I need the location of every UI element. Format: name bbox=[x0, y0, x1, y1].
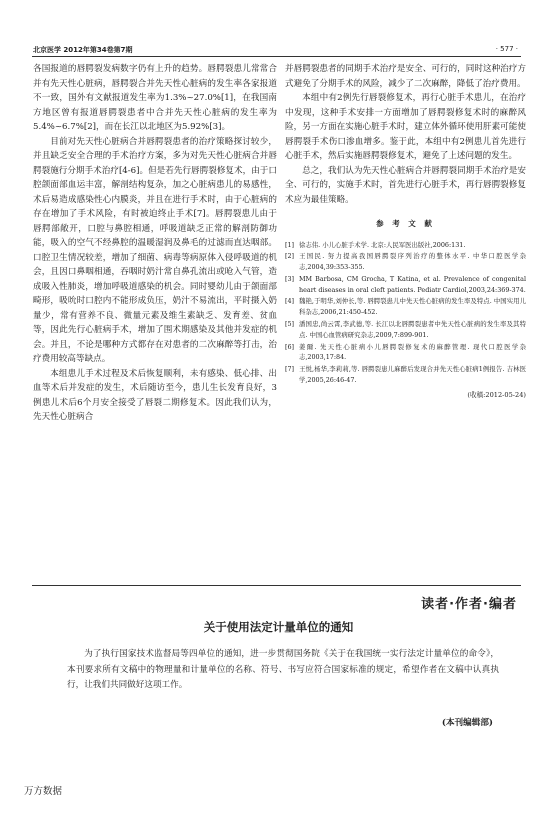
body-paragraph: 本组中有2例先行唇裂修复术，再行心脏手术患儿，在治疗中发现，这种手术安排一方面增加了唇腭裂修复术时的麻醉风险，另一方面在实施心脏手术时，建立体外循环使用肝素可能使唇腭裂手术伤口渗血增多。鉴于此，本组中有2例患儿首先进行心脏手术，然后实施唇腭裂修复术，避免了上述问题的发生。 bbox=[285, 93, 526, 161]
reference-item bbox=[285, 319, 526, 341]
reference-number: [1] bbox=[285, 240, 295, 249]
body-paragraph: 目前对先天性心脏病合并唇腭裂患者的治疗策略探讨较少，并且缺乏安全合理的手术治疗方案，多为对先天性心脏病合并唇腭裂施行分期手术治疗[4-6]。但是若先行唇腭裂修复术，由于口腔颌面部血运丰富，解剖结构复杂，加之心脏病患儿的易感性，术后易造成感染性心内膜炎，并且在进行手术时，由于心脏病的存在增加了手术风险，有时被迫终止手术[7]。唇腭裂患儿由于唇腭部敞开，口腔与鼻腔相通，呼吸道缺乏正常的解剖防御功能，吸入的空气不经鼻腔的温暖湿润及鼻毛的过滤而直达咽部。口腔卫生情况较差，增加了细菌、病毒等病原体入侵呼吸道的机会，且因口鼻咽相通，吞咽时奶汁常自鼻孔流出或呛入气管，造成吸入性肺炎，增加呼吸道感染的机会。同时婴幼儿由于颌面部畸形，吸吮时口腔内不能形成负压，奶汁不易流出，平时摄入奶量少，常有营养不良、微量元素及维生素缺乏、发育差、贫血等，因此先行心脏病手术，增加了围术期感染及其他并发症的机会。并且，不论是哪种方式都存在对患者的二次麻醉等打击，治疗费用较高等缺点。 bbox=[33, 136, 277, 364]
reference-number: [3] bbox=[285, 274, 295, 283]
reference-item bbox=[285, 274, 526, 296]
references-title: 参 考 文 献 bbox=[376, 219, 435, 228]
reference-item bbox=[285, 240, 526, 251]
reference-number: [6] bbox=[285, 342, 295, 351]
reference-item bbox=[285, 364, 526, 386]
notice-body bbox=[67, 647, 499, 694]
notice-signature: (本刊编辑部) bbox=[441, 718, 493, 728]
section-label: 读者·作者·编者 bbox=[421, 597, 517, 612]
right-column bbox=[285, 62, 526, 402]
body-paragraph: 本组患儿手术过程及术后恢复顺利，未有感染、低心排、出血等术后并发症的发生，术后随访至今，患儿生长发育良好，3例患儿术后6个月安全接受了唇裂二期修复术。因此我们认为，先天性心脏病合 bbox=[33, 368, 277, 422]
body-paragraph: 并唇腭裂患者的同期手术治疗是安全、可行的，同时这种治疗方式避免了分期手术的风险，减少了二次麻醉，降低了治疗费用。 bbox=[285, 64, 526, 89]
header-rule bbox=[32, 56, 521, 57]
reference-item bbox=[285, 251, 526, 273]
watermark: 万方数据 bbox=[24, 786, 63, 797]
reference-number: [7] bbox=[285, 365, 295, 374]
reference-item bbox=[285, 342, 526, 364]
notice-title: 关于使用法定计量单位的通知 bbox=[203, 620, 354, 634]
body-paragraph: 总之，我们认为先天性心脏病合并唇腭裂同期手术治疗是安全、可行的，实施手术时，首先进行心脏手术，再行唇腭裂修复术应为最佳策略。 bbox=[285, 165, 526, 205]
reference-text: 王悦,杨华,李莉莉,等. 唇腭裂患儿麻醉后发现合并先天性心脏病1例报告. 吉林医学,2005,26:46-47. bbox=[299, 365, 526, 385]
reference-text: 魏艳,于明华,刘仲长,等. 唇腭裂患儿中先天性心脏病的发生率及特点. 中国实用儿科杂志,2006,21:450-452. bbox=[299, 297, 526, 317]
reference-number: [4] bbox=[285, 297, 295, 306]
reference-text: 姜爾. 先天性心脏病小儿唇腭裂修复术的麻醉管理. 现代口腔医学杂志,2003,17:84. bbox=[299, 342, 526, 362]
left-column bbox=[33, 62, 277, 552]
reference-number: [5] bbox=[285, 320, 295, 329]
reference-text: 潘国忠,尚云霄,李武德,等. 长江以北唇腭裂患者中先天性心脏病的发生率及其特点. 中国心血管病研究杂志,2009,7:899-901. bbox=[299, 320, 526, 339]
reference-text: 王国民. 努力提高我国唇腭裂序列治疗的整体水平. 中华口腔医学杂志,2004,39:353-355. bbox=[299, 252, 526, 272]
section-divider bbox=[32, 585, 521, 586]
running-header-journal: 北京医学 2012年第34卷第7期 bbox=[33, 46, 133, 54]
reference-list bbox=[285, 240, 526, 386]
received-date: (收稿:2012-05-24) bbox=[467, 390, 526, 399]
running-header-page-number: · 577 · bbox=[495, 45, 518, 53]
reference-item bbox=[285, 296, 526, 318]
notice-paragraph: 为了执行国家技术监督局等四单位的通知，进一步贯彻国务院《关于在我国统一实行法定计量单位的命令》，本刊要求所有文稿中的物理量和计量单位的名称、符号、书写应符合国家标准的规定，希望作者在文稿中认真执行，让我们共同做好这项工作。 bbox=[67, 649, 499, 690]
reference-number: [2] bbox=[285, 252, 295, 261]
reference-text: 徐志伟. 小儿心脏手术学. 北京:人民军医出版社,2006:131. bbox=[299, 240, 466, 249]
body-paragraph: 各国报道的唇腭裂发病数字仍有上升的趋势。唇腭裂患儿常常合并有先天性心脏病，唇腭裂合并先天性心脏病的发生率各家报道不一致，国外有文献报道发生率为1.3%~27.0%[1]，在我国南方地区曾有报道唇腭裂患者中合并先天性心脏病的发生率为5.4%~6.7%[2]，而在长江以北地区为5.92%[3]。 bbox=[33, 64, 277, 132]
reference-text: MM Barbosa, CM Grocha, T Katina, et al. Prevalence of congenital heart diseases in oral cleft patients. Pediatr Cardiol,2003,24:369-374. bbox=[299, 274, 526, 294]
